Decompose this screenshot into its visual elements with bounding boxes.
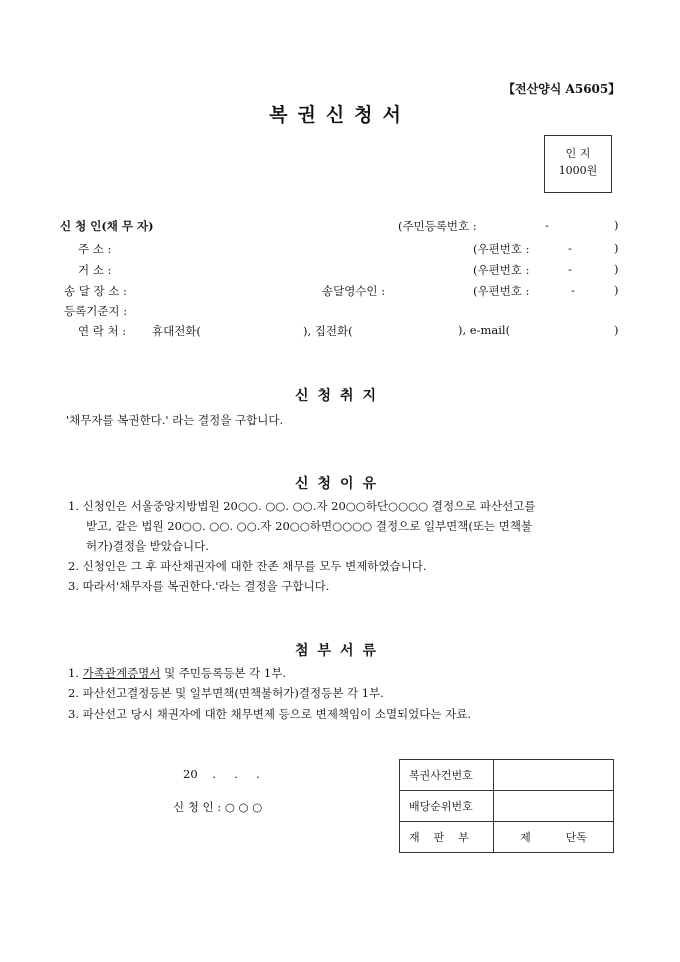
applicant-label: 신 청 인(채 무 자) [60,219,154,233]
attachment-item-3: 3. 파산선고 당시 채권자에 대한 채무변제 등으로 변제책임이 소멸되었다는 자료. [68,707,472,721]
delivery-postal-dash: - [571,283,575,297]
contact-label: 연 락 처 : [78,324,127,338]
attachment-item-2: 2. 파산선고결정등본 및 일부면책(면책불허가)결정등본 각 1부. [68,686,384,700]
table-row [400,760,614,791]
delivery-postal-close: ) [614,283,619,297]
court-dept-label: 재 판 부 [400,822,494,853]
filing-date: 20 . . . [183,767,260,781]
purpose-text: '채무자를 복권한다.' 라는 결정을 구합니다. [66,413,284,427]
id-number-label: (주민등록번호 : [398,219,477,233]
attachments-heading: 첨부서류 [294,643,386,659]
case-number-label: 복권사건번호 [400,760,494,791]
revenue-stamp-box [544,135,612,193]
dividend-number-label: 배당순위번호 [400,791,494,822]
reason-line-1: 1. 신청인은 서울중앙지방법원 20○○. ○○. ○○.자 20○○하단○○○○ 결정으로 파산선고를 [68,499,536,513]
mobile-phone-label: 휴대전화( [152,324,201,338]
family-relation-certificate-link[interactable]: 가족관계증명서 [82,666,161,680]
residence-postal-dash: - [568,262,572,276]
case-number-cell[interactable] [494,760,614,791]
table-row [400,791,614,822]
court-dept-value: 제 단독 [494,822,614,853]
reason-line-5: 3. 따라서'채무자를 복권한다.'라는 결정을 구합니다. [68,579,330,593]
form-code: 【전산양식 A5605】 [503,82,621,96]
stamp-amount: 1000원 [558,164,598,177]
home-phone-label: ), 집전화( [303,324,353,338]
stamp-label: 인 지 [565,147,591,160]
reason-line-3: 허가)결정을 받았습니다. [86,539,209,553]
id-number-close: ) [614,218,619,232]
delivery-postal-label: (우편번호 : [473,284,530,298]
attachment-item-1 [68,665,286,681]
address-postal-dash: - [568,241,572,255]
applicant-signature: 신 청 인 : ○ ○ ○ [173,800,263,814]
residence-postal-label: (우편번호 : [473,263,530,277]
email-label: ), e-mail( [458,323,511,337]
reason-heading: 신청이유 [294,476,386,492]
residence-postal-close: ) [614,262,619,276]
purpose-heading: 신청취지 [294,388,386,404]
address-label: 주 소 : [78,242,112,256]
residence-label: 거 소 : [78,263,112,277]
attachment-1-rest: 및 주민등록등본 각 1부. [164,666,286,680]
address-postal-close: ) [614,241,619,255]
page-title: 복권신청서 [269,104,411,126]
address-postal-label: (우편번호 : [473,242,530,256]
reason-line-4: 2. 신청인은 그 후 파산채권자에 대한 잔존 채무를 모두 변제하였습니다. [68,559,427,573]
case-info-table [399,759,614,853]
delivery-recipient-label: 송달영수인 : [322,284,386,298]
email-close: ) [614,323,619,337]
dividend-number-cell[interactable] [494,791,614,822]
delivery-place-label: 송 달 장 소 : [64,284,127,298]
id-number-dash: - [545,218,549,232]
table-row [400,822,614,853]
reason-line-2: 받고, 같은 법원 20○○. ○○. ○○.자 20○○하면○○○○ 결정으로 일부면책(또는 면책불 [86,519,533,533]
registration-base-label: 등록기준지 : [64,304,128,318]
attachment-1-number: 1. [68,666,79,680]
